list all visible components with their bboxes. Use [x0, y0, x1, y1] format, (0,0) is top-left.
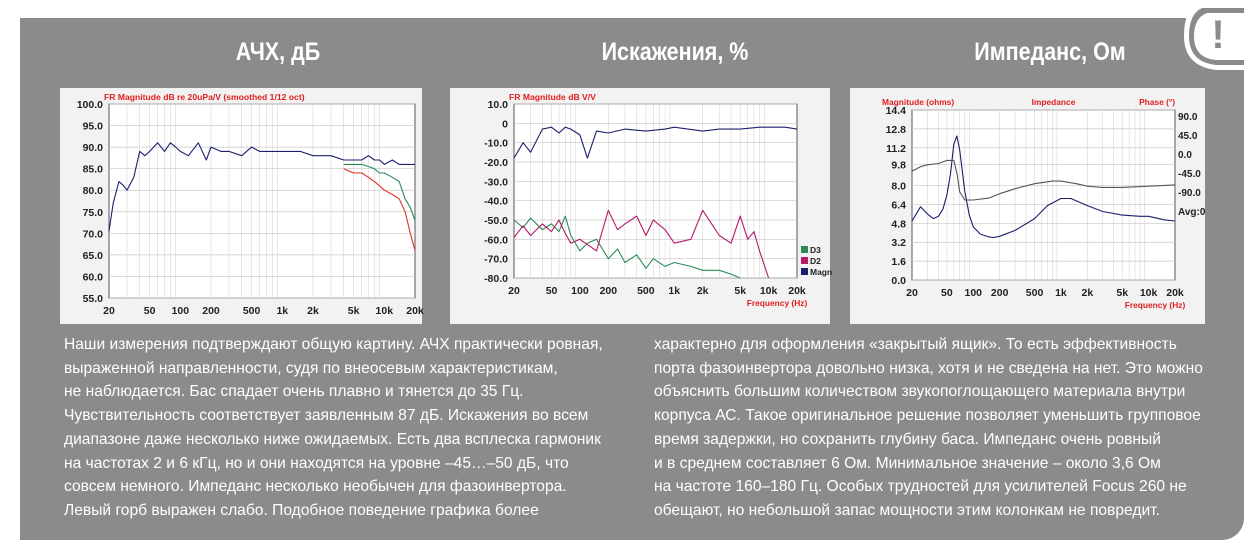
- x-tick-label: 2k: [307, 305, 319, 317]
- x-tick-label: 20k: [788, 285, 806, 297]
- text-line: не наблюдается. Бас спадает очень плавно и тянется до 35 Гц.: [64, 383, 524, 401]
- info-panel: [20, 18, 1244, 540]
- x-tick-label: 500: [637, 285, 655, 297]
- x-tick-label: 10k: [1139, 287, 1158, 299]
- y-tick-label: 65.0: [82, 249, 103, 262]
- y-tick-label: 3.2: [891, 237, 906, 250]
- x-tick-label: 5k: [734, 285, 747, 297]
- text-line: обещают, но небольшой запас мощности этим колонкам не повредит.: [654, 501, 1160, 519]
- badge-glyph: !: [1211, 13, 1225, 57]
- y-tick-label: 70.0: [82, 228, 103, 241]
- text-line: объяснить большим количеством звукопоглощающего материала внутри: [654, 383, 1186, 401]
- chart-frequency-response: [60, 88, 422, 324]
- x-tick-label: 1k: [1055, 287, 1067, 299]
- x-tick-label: 500: [242, 305, 261, 317]
- y-tick-label: 8.0: [891, 180, 906, 193]
- x-tick-label: 1k: [276, 305, 289, 317]
- y-tick-label: 10.0: [487, 99, 508, 111]
- y-tick-label: 12.8: [885, 123, 906, 136]
- x-tick-label: 200: [990, 287, 1009, 299]
- chart-title-fr: АЧХ, дБ: [235, 38, 321, 66]
- y-tick-label: -30.0: [484, 176, 508, 189]
- plot-area: [109, 104, 415, 298]
- y-tick-label: 6.4: [891, 199, 906, 212]
- text-line: порта фазоинвертора довольно низка, хотя и не сведена на нет. Это можно: [654, 359, 1203, 377]
- x-tick-label: 50: [143, 305, 156, 317]
- y-tick-label: -40.0: [484, 195, 508, 208]
- chart-header-right: Phase (°): [1139, 97, 1175, 107]
- legend-swatch: [801, 268, 808, 275]
- legend-label: Magn: [810, 267, 833, 277]
- legend-swatch: [801, 246, 808, 253]
- y-right-tick-label: 45.0: [1178, 131, 1198, 142]
- text-line: Левый горб выражен слабо. Подобное поведение графика более: [64, 501, 539, 519]
- x-tick-label: 500: [1025, 287, 1044, 299]
- y-tick-label: 4.8: [891, 218, 906, 231]
- x-tick-label: 100: [571, 285, 589, 297]
- x-tick-label: 20: [508, 285, 520, 297]
- distortion-plot: [450, 88, 833, 324]
- x-tick-label: 100: [964, 287, 983, 299]
- y-right-tick-label: 0.0: [1178, 150, 1192, 161]
- x-tick-label: 1k: [668, 285, 681, 297]
- y-tick-label: -10.0: [484, 137, 508, 150]
- text-line: на частотах 2 и 6 кГц, но и они находятся на уровне –45…–50 дБ, что: [64, 454, 569, 472]
- chart-impedance: [850, 88, 1205, 324]
- x-tick-label: 10k: [759, 285, 778, 297]
- y-tick-label: 0.0: [891, 275, 906, 287]
- x-tick-label: 5k: [1116, 287, 1129, 299]
- text-column-left: [64, 333, 603, 523]
- legend-swatch: [801, 257, 808, 264]
- x-tick-label: 100: [171, 305, 190, 317]
- y-tick-label: -70.0: [484, 253, 508, 266]
- x-tick-label: 20: [103, 305, 115, 317]
- x-axis-title: Frequency (Hz): [746, 298, 808, 308]
- text-line: время задержки, но сохранить глубину баса. Импеданс очень ровный: [654, 430, 1161, 448]
- x-tick-label: 50: [941, 287, 953, 299]
- chart-header: FR Magnitude dB re 20uPa/V (smoothed 1/12 oct): [104, 92, 305, 102]
- text-line: характерно для оформления «закрытый ящик». То есть эффективность: [654, 336, 1177, 353]
- exclamation-badge-icon: [1178, 0, 1244, 80]
- x-tick-label: 20k: [406, 305, 424, 317]
- y-tick-label: 90.0: [82, 142, 103, 155]
- text-line: Наши измерения подтверждают общую картину. АЧХ практически ровная,: [64, 336, 603, 353]
- x-tick-label: 2k: [696, 285, 709, 297]
- frequency-response-plot: [60, 88, 422, 324]
- chart-distortion: [450, 88, 833, 324]
- y-tick-label: 55.0: [82, 293, 103, 305]
- legend-label: D3: [810, 245, 821, 255]
- y-tick-label: 0: [502, 118, 508, 131]
- y-tick-label: 14.4: [885, 105, 906, 117]
- text-line: корпуса АС. Такое оригинальное решение позволяет уменьшить групповое: [654, 407, 1201, 425]
- x-tick-label: 50: [545, 285, 558, 297]
- x-axis-title: Frequency (Hz): [1124, 300, 1186, 310]
- x-tick-label: 2k: [1081, 287, 1094, 299]
- y-tick-label: -50.0: [484, 215, 508, 227]
- y-right-tick-label: Avg:0: [1178, 207, 1206, 218]
- x-tick-label: 5k: [347, 305, 360, 317]
- text-line: и в среднем составляет 6 Ом. Минимальное значение – около 3,6 Ом: [654, 454, 1161, 472]
- x-tick-label: 20k: [1166, 287, 1184, 299]
- y-tick-label: 1.6: [891, 256, 906, 269]
- plot-area: [912, 110, 1175, 280]
- y-tick-label: 75.0: [82, 206, 103, 219]
- y-right-tick-label: -45.0: [1178, 169, 1201, 180]
- chart-header-center: Impedance: [1031, 97, 1076, 107]
- y-tick-label: 9.8: [891, 159, 906, 172]
- chart-header-left: Magnitude (ohms): [882, 97, 955, 107]
- text-line: совсем немного. Импеданс несколько необычен для фазоинвертора.: [64, 478, 567, 496]
- text-line: на частоте 160–180 Гц. Особых трудностей для усилителей Focus 260 не: [654, 478, 1187, 496]
- x-tick-label: 200: [599, 285, 618, 297]
- chart-title-distortion: Искажения, %: [601, 38, 749, 66]
- y-right-tick-label: -90.0: [1178, 188, 1201, 199]
- x-tick-label: 200: [202, 305, 220, 317]
- text-line: диапазоне даже несколько ниже ожидаемых. Есть два всплеска гармоник: [64, 430, 601, 448]
- y-tick-label: 80.0: [82, 185, 103, 198]
- legend-label: D2: [810, 256, 821, 266]
- impedance-plot: [850, 88, 1205, 324]
- y-tick-label: 95.0: [82, 120, 103, 133]
- text-line: Чувствительность соответствует заявленным 87 дБ. Искажения во всем: [64, 407, 589, 425]
- y-tick-label: -20.0: [484, 157, 508, 169]
- text-line: выраженной направленности, судя по внеосевым характеристикам,: [64, 359, 558, 377]
- chart-title-impedance: Импеданс, Ом: [974, 38, 1126, 66]
- y-tick-label: 11.2: [886, 142, 906, 155]
- x-tick-label: 10k: [375, 305, 394, 317]
- y-right-tick-label: 90.0: [1178, 112, 1198, 123]
- y-tick-label: 60.0: [82, 271, 103, 284]
- y-tick-label: -80.0: [484, 273, 508, 285]
- chart-header: FR Magnitude dB V/V: [509, 92, 596, 102]
- x-tick-label: 20: [906, 287, 918, 299]
- y-tick-label: -60.0: [484, 234, 508, 247]
- text-column-right: [654, 333, 1203, 523]
- y-tick-label: 100.0: [76, 99, 103, 111]
- y-tick-label: 85.0: [82, 163, 103, 176]
